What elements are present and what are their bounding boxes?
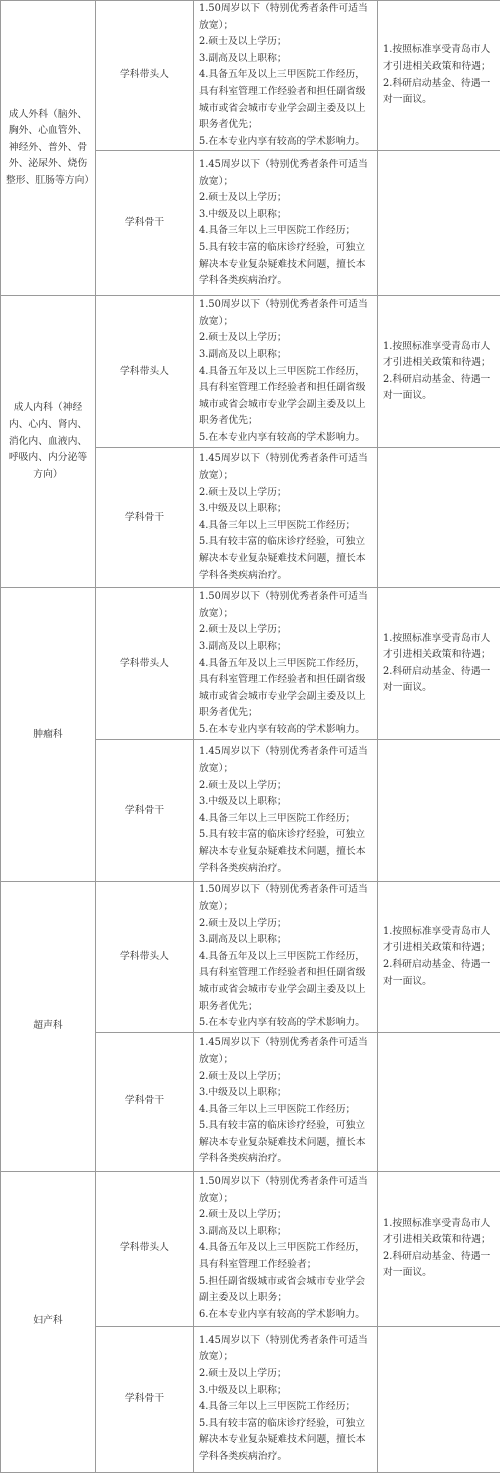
position-role: 学科带头人: [96, 882, 194, 1032]
requirement-line: 3.中级及以上职称；: [199, 794, 372, 811]
requirement-line: 5.具有较丰富的临床诊疗经验，可独立解决本专业复杂疑难技术问题，擅长本学科各类疾病治疗。: [199, 1118, 372, 1168]
requirements-cell: [194, 1326, 378, 1472]
treatment-cell: [378, 296, 500, 448]
department-name: 成人内科（神经内、心内、肾内、消化内、血液内、呼吸内、内分泌等方向）: [1, 296, 96, 588]
position-role: 学科带头人: [96, 296, 194, 448]
requirement-line: 3.副高及以上职称；: [199, 1224, 372, 1241]
requirement-line: 1.50周岁以下（特别优秀者条件可适当放宽）；: [199, 1, 372, 34]
requirement-line: 1.45周岁以下（特别优秀者条件可适当放宽）；: [199, 1035, 372, 1068]
requirement-line: 3.中级及以上职称；: [199, 1085, 372, 1102]
treatment-cell-empty: [378, 151, 500, 296]
treatment-line: 2.科研启动基金、待遇一对一面议。: [383, 664, 495, 697]
position-role: 学科带头人: [96, 1, 194, 151]
requirements-cell: [194, 1171, 378, 1326]
requirement-line: 5.具有较丰富的临床诊疗经验，可独立解决本专业复杂疑难技术问题，擅长本学科各类疾病治疗。: [199, 1416, 372, 1466]
requirement-line: 2.硕士及以上学历；: [199, 916, 372, 933]
requirements-cell: [194, 1, 378, 151]
requirement-line: 3.副高及以上职称；: [199, 639, 372, 656]
treatment-cell-empty: [378, 448, 500, 588]
requirement-line: 1.50周岁以下（特别优秀者条件可适当放宽）；: [199, 297, 372, 330]
requirement-line: 5.在本专业内享有较高的学术影响力。: [199, 430, 372, 447]
requirement-line: 2.硕士及以上学历；: [199, 622, 372, 639]
requirement-line: 4.具备三年以上三甲医院工作经历；: [199, 518, 372, 535]
treatment-cell-empty: [378, 1032, 500, 1171]
requirements-cell: [194, 882, 378, 1032]
requirements-cell: [194, 296, 378, 448]
requirement-line: 1.50周岁以下（特别优秀者条件可适当放宽）；: [199, 882, 372, 915]
requirement-line: 1.45周岁以下（特别优秀者条件可适当放宽）；: [199, 1333, 372, 1366]
requirement-line: 2.硕士及以上学历；: [199, 190, 372, 207]
table-row: [1, 588, 500, 740]
requirement-line: 2.硕士及以上学历；: [199, 1069, 372, 1086]
treatment-line: 2.科研启动基金、待遇一对一面议。: [383, 957, 495, 990]
requirement-line: 2.硕士及以上学历；: [199, 778, 372, 795]
requirement-line: 5.具有较丰富的临床诊疗经验，可独立解决本专业复杂疑难技术问题，擅长本学科各类疾病治疗。: [199, 240, 372, 290]
requirement-line: 3.中级及以上职称；: [199, 1383, 372, 1400]
requirement-line: 1.45周岁以下（特别优秀者条件可适当放宽）；: [199, 157, 372, 190]
requirement-line: 1.45周岁以下（特别优秀者条件可适当放宽）；: [199, 744, 372, 777]
requirement-line: 1.45周岁以下（特别优秀者条件可适当放宽）；: [199, 451, 372, 484]
requirement-line: 3.中级及以上职称；: [199, 207, 372, 224]
requirement-line: 6.在本专业内享有较高的学术影响力。: [199, 1307, 372, 1324]
position-role: 学科骨干: [96, 448, 194, 588]
treatment-cell-empty: [378, 1326, 500, 1472]
requirement-line: 5.在本专业内享有较高的学术影响力。: [199, 722, 372, 739]
requirement-line: 5.具有较丰富的临床诊疗经验，可独立解决本专业复杂疑难技术问题，擅长本学科各类疾病治疗。: [199, 534, 372, 584]
requirement-line: 2.硕士及以上学历；: [199, 1207, 372, 1224]
position-role: 学科骨干: [96, 1326, 194, 1472]
treatment-cell: [378, 882, 500, 1032]
position-role: 学科骨干: [96, 740, 194, 882]
treatment-line: 1.按照标准享受青岛市人才引进相关政策和待遇；: [383, 924, 495, 957]
department-name: 成人外科（脑外、胸外、心血管外、神经外、普外、骨外、泌尿外、烧伤整形、肛肠等方向）: [1, 1, 96, 296]
requirements-cell: [194, 151, 378, 296]
requirement-line: 3.副高及以上职称；: [199, 932, 372, 949]
requirement-line: 5.在本专业内享有较高的学术影响力。: [199, 134, 372, 151]
treatment-line: 1.按照标准享受青岛市人才引进相关政策和待遇；: [383, 42, 495, 75]
requirement-line: 2.硕士及以上学历；: [199, 485, 372, 502]
requirements-cell: [194, 1032, 378, 1171]
requirement-line: 3.中级及以上职称；: [199, 501, 372, 518]
requirements-cell: [194, 740, 378, 882]
department-name: 肿瘤科: [1, 588, 96, 882]
requirement-line: 4.具备五年及以上三甲医院工作经历，具有科室管理工作经验者和担任副省级城市或省会城市专业学会副主委及以上职务者优先；: [199, 656, 372, 722]
requirements-cell: [194, 448, 378, 588]
requirement-line: 4.具备三年以上三甲医院工作经历；: [199, 1399, 372, 1416]
requirement-line: 2.硕士及以上学历；: [199, 330, 372, 347]
treatment-cell-empty: [378, 740, 500, 882]
treatment-line: 1.按照标准享受青岛市人才引进相关政策和待遇；: [383, 631, 495, 664]
position-role: 学科带头人: [96, 1171, 194, 1326]
table-row: [1, 1, 500, 151]
treatment-line: 2.科研启动基金、待遇一对一面议。: [383, 76, 495, 109]
requirement-line: 2.硕士及以上学历；: [199, 1366, 372, 1383]
treatment-line: 1.按照标准享受青岛市人才引进相关政策和待遇；: [383, 1216, 495, 1249]
treatment-line: 1.按照标准享受青岛市人才引进相关政策和待遇；: [383, 339, 495, 372]
position-role: 学科骨干: [96, 151, 194, 296]
department-name: 超声科: [1, 882, 96, 1171]
position-role: 学科骨干: [96, 1032, 194, 1171]
requirement-line: 4.具备五年及以上三甲医院工作经历，具有科室管理工作经验者和担任副省级城市或省会城市专业学会副主委及以上职务者优先；: [199, 67, 372, 133]
requirement-line: 3.副高及以上职称；: [199, 51, 372, 68]
treatment-line: 2.科研启动基金、待遇一对一面议。: [383, 372, 495, 405]
treatment-line: 2.科研启动基金、待遇一对一面议。: [383, 1249, 495, 1282]
requirement-line: 2.硕士及以上学历；: [199, 34, 372, 51]
requirements-cell: [194, 588, 378, 740]
table-row: [1, 296, 500, 448]
table-row: [1, 1171, 500, 1326]
requirement-line: 4.具备五年及以上三甲医院工作经历，具有科室管理工作经验者和担任副省级城市或省会城市专业学会副主委及以上职务者优先；: [199, 949, 372, 1015]
requirement-line: 4.具备三年以上三甲医院工作经历；: [199, 811, 372, 828]
treatment-cell: [378, 1, 500, 151]
requirement-line: 5.具有较丰富的临床诊疗经验，可独立解决本专业复杂疑难技术问题，擅长本学科各类疾病治疗。: [199, 827, 372, 877]
requirement-line: 4.具备三年以上三甲医院工作经历；: [199, 1102, 372, 1119]
department-name: 妇产科: [1, 1171, 96, 1472]
requirement-line: 5.担任副省级城市或省会城市专业学会副主委及以上职务；: [199, 1274, 372, 1307]
table-row: [1, 882, 500, 1032]
position-role: 学科带头人: [96, 588, 194, 740]
requirement-line: 1.50周岁以下（特别优秀者条件可适当放宽）；: [199, 1174, 372, 1207]
requirement-line: 4.具备五年及以上三甲医院工作经历，具有科室管理工作经验者和担任副省级城市或省会城市专业学会副主委及以上职务者优先；: [199, 364, 372, 430]
requirement-line: 3.副高及以上职称；: [199, 347, 372, 364]
requirement-line: 4.具备三年以上三甲医院工作经历；: [199, 223, 372, 240]
requirement-line: 4.具备五年及以上三甲医院工作经历，具有科室管理工作经验者；: [199, 1240, 372, 1273]
requirement-line: 1.50周岁以下（特别优秀者条件可适当放宽）；: [199, 589, 372, 622]
recruitment-table-body: [1, 1, 500, 1473]
requirement-line: 5.在本专业内享有较高的学术影响力。: [199, 1015, 372, 1032]
treatment-cell: [378, 1171, 500, 1326]
treatment-cell: [378, 588, 500, 740]
